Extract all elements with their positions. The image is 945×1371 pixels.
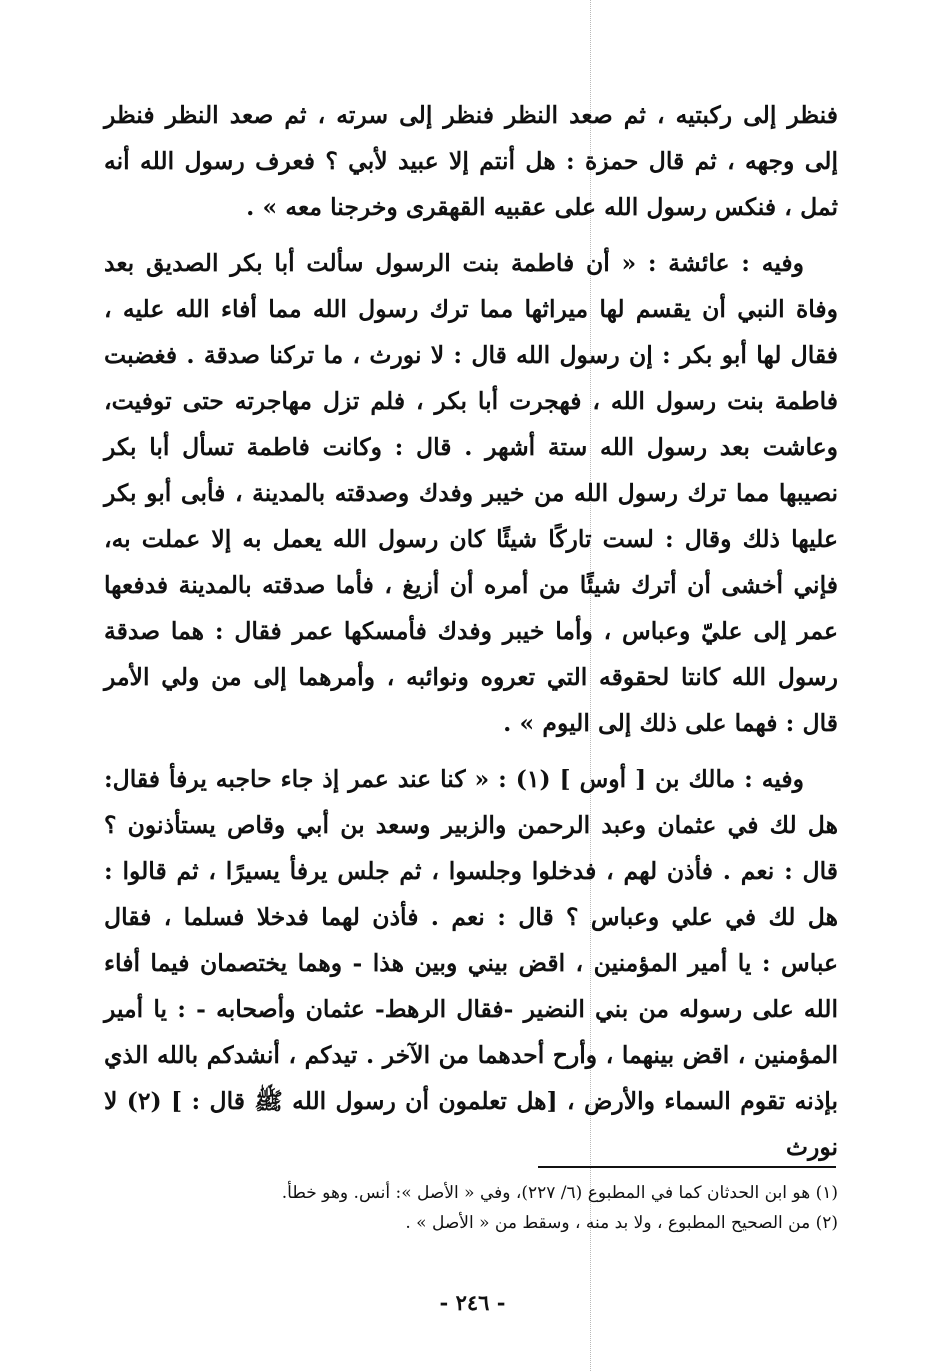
footnote-1: (١) هو ابن الحدثان كما في المطبوع (٦/ ٢٢٧)، وفي « الأصل »: أنس. وهو خطأ. xyxy=(281,1183,838,1203)
footnote-2: (٢) من الصحيح المطبوع ، ولا بد منه ، وسقط من « الأصل » . xyxy=(405,1213,838,1233)
footnotes xyxy=(104,1178,838,1238)
paragraph-aisha: وفيه : عائشة : « أن فاطمة بنت الرسول سألت أبا بكر الصديق بعد وفاة النبي أن يقسم لها ميراثها مما ترك رسول الله مما أفاء الله عليه ، فقال لها أبو بكر : إن رسول الله قال : لا نورث ، ما تركنا صدقة . فغضبت فاطمة بنت رسول الله ، فهجرت أبا بكر ، فلم تزل مهاجرته حتى توفيت، وعاشت بعد رسول الله ستة أشهر . قال : وكانت فاطمة تسأل أبا بكر نصيبها مما ترك رسول الله من خيبر وفدك وصدقته بالمدينة ، فأبى أبو بكر عليها ذلك وقال : لست تاركًا شيئًا كان رسول الله يعمل به إلا عملت به، فإني أخشى أن أترك شيئًا من أمره أن أزيغ ، فأما صدقته بالمدينة فدفعها عمر إلى عليّ وعباس ، وأما خيبر وفدك فأمسكها عمر فقال : هما صدقة رسول الله كانتا لحقوقه التي تعروه ونوائبه ، وأمرهما إلى من ولي الأمر قال : فهما على ذلك إلى اليوم » . xyxy=(104,249,838,737)
paragraph-malik: وفيه : مالك بن [ أوس ] (١) : « كنا عند عمر إذ جاء حاجبه يرفأ فقال: هل لك في عثمان وعبد الرحمن والزبير وسعد بن أبي وقاص يستأذنون ؟ قال : نعم . فأذن لهم ، فدخلوا وجلسوا ، ثم جلس يرفأ يسيرًا ، ثم قالوا : هل لك في علي وعباس ؟ قال : نعم . فأذن لهما فدخلا فسلما ، فقال عباس : يا أمير المؤمنين ، اقض بيني وبين هذا - وهما يختصمان فيما أفاء الله على رسوله من بني النضير -فقال الرهط- عثمان وأصحابه - : يا أمير المؤمنين ، اقض بينهما ، وأرح أحدهما من الآخر . تيدكم ، أنشدكم بالله الذي بإذنه تقوم السماء والأرض ، [هل تعلمون أن رسول الله ﷺ قال : ] (٢) لا نورث xyxy=(104,765,838,1161)
page-number: - ٢٤٦ - xyxy=(439,1290,506,1315)
main-text xyxy=(104,92,838,1180)
paragraph-hamza: فنظر إلى ركبتيه ، ثم صعد النظر فنظر إلى سرته ، ثم صعد النظر فنظر إلى وجهه ، ثم قال حمزة : هل أنتم إلا عبيد لأبي ؟ فعرف رسول الله أنه ثمل ، فنكس رسول الله على عقبيه القهقرى وخرجنا معه » . xyxy=(104,101,838,221)
footnote-separator xyxy=(538,1166,836,1168)
